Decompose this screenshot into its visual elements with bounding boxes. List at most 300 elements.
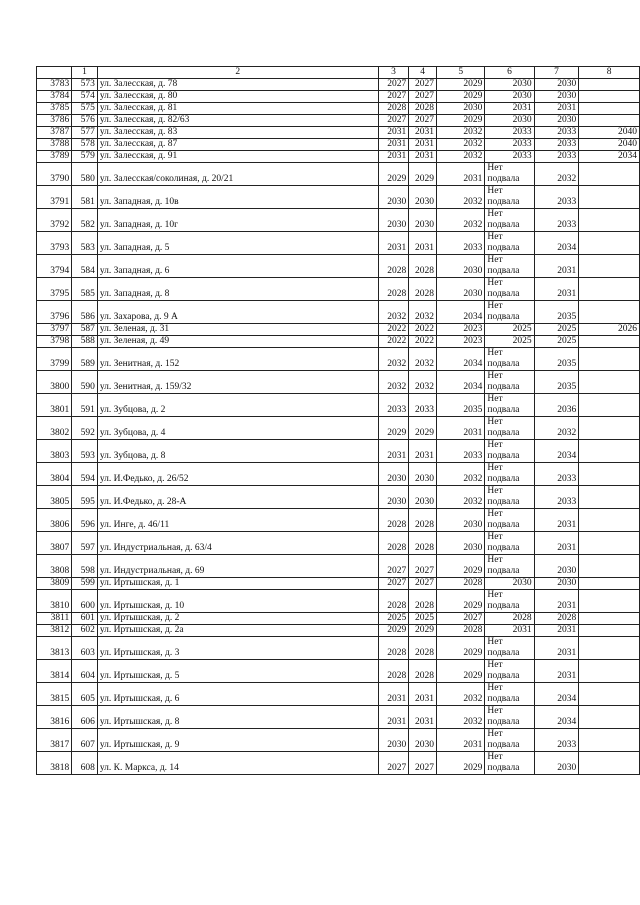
item-index-cell: 595: [72, 486, 98, 509]
col4-cell: 2029: [409, 625, 437, 637]
col4-cell: 2030: [409, 209, 437, 232]
col4-cell: 2027: [409, 555, 437, 578]
col5-cell: 2032: [436, 486, 484, 509]
col5-cell: 2032: [436, 209, 484, 232]
col8-cell: [579, 660, 640, 683]
no-basement-label-line2: подвала: [487, 220, 520, 230]
col8-cell: [579, 637, 640, 660]
col7-cell: 2035: [534, 371, 579, 394]
col6-cell: [485, 209, 534, 232]
table-row: [37, 394, 640, 417]
no-basement-label: Нет: [487, 440, 503, 450]
col5-cell: 2029: [436, 91, 484, 103]
col6-cell: [485, 301, 534, 324]
item-index-cell: 603: [72, 637, 98, 660]
col4-cell: 2031: [409, 139, 437, 151]
address-cell: ул. Залесская, д. 78: [97, 79, 378, 91]
no-basement-label-line2: подвала: [487, 243, 520, 253]
no-basement-label: Нет: [487, 232, 503, 242]
header-cell-2: 2: [97, 67, 378, 79]
item-index-cell: 586: [72, 301, 98, 324]
address-cell: ул. Зубцова, д. 4: [97, 417, 378, 440]
col3-cell: 2031: [378, 706, 409, 729]
no-basement-label-line2: подвала: [487, 543, 520, 553]
item-index-cell: 582: [72, 209, 98, 232]
col8-cell: [579, 683, 640, 706]
row-number-cell: 3812: [37, 625, 72, 637]
col8-cell: [579, 278, 640, 301]
col3-cell: 2028: [378, 532, 409, 555]
col6-cell: 2025: [485, 336, 534, 348]
col7-cell: 2033: [534, 486, 579, 509]
table-row: [37, 706, 640, 729]
item-index-cell: 596: [72, 509, 98, 532]
col6-cell: 2031: [485, 103, 534, 115]
no-basement-label-line2: подвала: [487, 382, 520, 392]
row-number-cell: 3793: [37, 232, 72, 255]
no-basement-label: Нет: [487, 163, 503, 173]
col6-cell: 2030: [485, 91, 534, 103]
col4-cell: 2027: [409, 115, 437, 127]
col5-cell: 2032: [436, 706, 484, 729]
no-basement-label-line2: подвала: [487, 312, 520, 322]
item-index-cell: 591: [72, 394, 98, 417]
col6-cell: 2028: [485, 613, 534, 625]
table-row: [37, 660, 640, 683]
col8-cell: [579, 440, 640, 463]
col6-cell: [485, 278, 534, 301]
col5-cell: 2031: [436, 729, 484, 752]
col3-cell: 2031: [378, 232, 409, 255]
col8-cell: [579, 115, 640, 127]
col3-cell: 2030: [378, 209, 409, 232]
address-cell: ул. Индустриальная, д. 69: [97, 555, 378, 578]
no-basement-label: Нет: [487, 752, 503, 762]
col7-cell: 2033: [534, 127, 579, 139]
item-index-cell: 602: [72, 625, 98, 637]
col4-cell: 2029: [409, 417, 437, 440]
table-row: [37, 463, 640, 486]
header-cell-1: 1: [72, 67, 98, 79]
table-row: [37, 336, 640, 348]
item-index-cell: 597: [72, 532, 98, 555]
col5-cell: 2032: [436, 127, 484, 139]
no-basement-label: Нет: [487, 371, 503, 381]
col8-cell: [579, 163, 640, 186]
no-basement-label-line2: подвала: [487, 266, 520, 276]
col5-cell: 2029: [436, 555, 484, 578]
col8-cell: [579, 79, 640, 91]
row-number-cell: 3810: [37, 590, 72, 613]
item-index-cell: 605: [72, 683, 98, 706]
item-index-cell: 584: [72, 255, 98, 278]
col8-cell: [579, 336, 640, 348]
col4-cell: 2031: [409, 706, 437, 729]
header-cell-4: 4: [409, 67, 437, 79]
address-cell: ул. Зенитная, д. 152: [97, 348, 378, 371]
item-index-cell: 579: [72, 151, 98, 163]
row-number-cell: 3797: [37, 324, 72, 336]
address-cell: ул. Залесская, д. 80: [97, 91, 378, 103]
table-row: [37, 79, 640, 91]
col8-cell: [579, 578, 640, 590]
col6-cell: [485, 394, 534, 417]
address-cell: ул. Залесская, д. 82/63: [97, 115, 378, 127]
no-basement-label-line2: подвала: [487, 359, 520, 369]
no-basement-label: Нет: [487, 660, 503, 670]
col3-cell: 2032: [378, 348, 409, 371]
no-basement-label-line2: подвала: [487, 289, 520, 299]
col5-cell: 2034: [436, 348, 484, 371]
item-index-cell: 581: [72, 186, 98, 209]
no-basement-label-line2: подвала: [487, 174, 520, 184]
col6-cell: 2025: [485, 324, 534, 336]
col6-cell: [485, 163, 534, 186]
col7-cell: 2033: [534, 151, 579, 163]
header-cell-8: 8: [579, 67, 640, 79]
col8-cell: [579, 348, 640, 371]
col6-cell: 2030: [485, 115, 534, 127]
no-basement-label-line2: подвала: [487, 497, 520, 507]
address-cell: ул. Индустриальная, д. 63/4: [97, 532, 378, 555]
col5-cell: 2030: [436, 532, 484, 555]
address-cell: ул. Иртышская, д. 2: [97, 613, 378, 625]
col3-cell: 2027: [378, 752, 409, 775]
col7-cell: 2030: [534, 752, 579, 775]
col5-cell: 2032: [436, 463, 484, 486]
col4-cell: 2031: [409, 151, 437, 163]
table-row: [37, 637, 640, 660]
col8-cell: [579, 417, 640, 440]
table-row: [37, 151, 640, 163]
col3-cell: 2027: [378, 555, 409, 578]
col8-cell: [579, 103, 640, 115]
col7-cell: 2031: [534, 103, 579, 115]
col3-cell: 2029: [378, 625, 409, 637]
item-index-cell: 600: [72, 590, 98, 613]
col3-cell: 2027: [378, 91, 409, 103]
item-index-cell: 607: [72, 729, 98, 752]
col5-cell: 2028: [436, 578, 484, 590]
item-index-cell: 592: [72, 417, 98, 440]
address-cell: ул. Западная, д. 6: [97, 255, 378, 278]
item-index-cell: 574: [72, 91, 98, 103]
table-row: [37, 163, 640, 186]
row-number-cell: 3791: [37, 186, 72, 209]
item-index-cell: 604: [72, 660, 98, 683]
col3-cell: 2031: [378, 139, 409, 151]
no-basement-label: Нет: [487, 209, 503, 219]
address-cell: ул. Иртышская, д. 2а: [97, 625, 378, 637]
col3-cell: 2033: [378, 394, 409, 417]
col6-cell: 2033: [485, 139, 534, 151]
col3-cell: 2031: [378, 151, 409, 163]
col3-cell: 2030: [378, 486, 409, 509]
col3-cell: 2028: [378, 278, 409, 301]
table-row: [37, 186, 640, 209]
no-basement-label: Нет: [487, 683, 503, 693]
col3-cell: 2032: [378, 371, 409, 394]
col5-cell: 2031: [436, 417, 484, 440]
row-number-cell: 3815: [37, 683, 72, 706]
col6-cell: [485, 186, 534, 209]
col7-cell: 2031: [534, 625, 579, 637]
row-number-cell: 3790: [37, 163, 72, 186]
row-number-cell: 3802: [37, 417, 72, 440]
table-row: [37, 103, 640, 115]
col8-cell: [579, 91, 640, 103]
item-index-cell: 577: [72, 127, 98, 139]
col5-cell: 2032: [436, 683, 484, 706]
item-index-cell: 589: [72, 348, 98, 371]
col4-cell: 2027: [409, 79, 437, 91]
row-number-cell: 3807: [37, 532, 72, 555]
col4-cell: 2027: [409, 91, 437, 103]
col4-cell: 2028: [409, 509, 437, 532]
table-row: [37, 371, 640, 394]
address-cell: ул. Западная, д. 10г: [97, 209, 378, 232]
no-basement-label: Нет: [487, 463, 503, 473]
col5-cell: 2032: [436, 186, 484, 209]
row-number-cell: 3796: [37, 301, 72, 324]
col5-cell: 2029: [436, 590, 484, 613]
table-row: [37, 127, 640, 139]
col4-cell: 2028: [409, 532, 437, 555]
table-row: [37, 301, 640, 324]
no-basement-label: Нет: [487, 729, 503, 739]
col3-cell: 2031: [378, 440, 409, 463]
col4-cell: 2033: [409, 394, 437, 417]
col8-cell: [579, 301, 640, 324]
col3-cell: 2027: [378, 79, 409, 91]
col7-cell: 2032: [534, 163, 579, 186]
col8-cell: [579, 394, 640, 417]
col5-cell: 2034: [436, 371, 484, 394]
item-index-cell: 594: [72, 463, 98, 486]
col5-cell: 2027: [436, 613, 484, 625]
col7-cell: 2030: [534, 115, 579, 127]
no-basement-label: Нет: [487, 590, 503, 600]
col6-cell: [485, 660, 534, 683]
table-row: [37, 232, 640, 255]
col4-cell: 2032: [409, 348, 437, 371]
col5-cell: 2030: [436, 255, 484, 278]
col4-cell: 2028: [409, 637, 437, 660]
row-number-cell: 3794: [37, 255, 72, 278]
row-number-cell: 3785: [37, 103, 72, 115]
col8-cell: [579, 186, 640, 209]
col7-cell: 2030: [534, 91, 579, 103]
address-cell: ул. Иртышская, д. 10: [97, 590, 378, 613]
col4-cell: 2030: [409, 463, 437, 486]
col4-cell: 2032: [409, 371, 437, 394]
col4-cell: 2030: [409, 729, 437, 752]
col6-cell: [485, 555, 534, 578]
col5-cell: 2030: [436, 278, 484, 301]
no-basement-label-line2: подвала: [487, 520, 520, 530]
col7-cell: 2031: [534, 278, 579, 301]
col8-cell: [579, 532, 640, 555]
header-cell-6: 6: [485, 67, 534, 79]
col8-cell: [579, 486, 640, 509]
col5-cell: 2029: [436, 637, 484, 660]
row-number-cell: 3814: [37, 660, 72, 683]
address-cell: ул. Залесская, д. 87: [97, 139, 378, 151]
col4-cell: 2028: [409, 103, 437, 115]
col6-cell: [485, 532, 534, 555]
no-basement-label: Нет: [487, 348, 503, 358]
no-basement-label-line2: подвала: [487, 717, 520, 727]
col4-cell: 2032: [409, 301, 437, 324]
no-basement-label: Нет: [487, 278, 503, 288]
col5-cell: 2029: [436, 752, 484, 775]
col7-cell: 2033: [534, 139, 579, 151]
col4-cell: 2022: [409, 336, 437, 348]
col7-cell: 2036: [534, 394, 579, 417]
col5-cell: 2035: [436, 394, 484, 417]
col7-cell: 2034: [534, 440, 579, 463]
no-basement-label-line2: подвала: [487, 428, 520, 438]
col6-cell: [485, 348, 534, 371]
row-number-cell: 3816: [37, 706, 72, 729]
row-number-cell: 3788: [37, 139, 72, 151]
col3-cell: 2028: [378, 590, 409, 613]
col7-cell: 2035: [534, 301, 579, 324]
row-number-cell: 3811: [37, 613, 72, 625]
address-cell: ул. И.Федько, д. 26/52: [97, 463, 378, 486]
col8-cell: [579, 232, 640, 255]
col4-cell: 2028: [409, 255, 437, 278]
col8-cell: [579, 371, 640, 394]
row-number-cell: 3784: [37, 91, 72, 103]
no-basement-label-line2: подвала: [487, 197, 520, 207]
col8-cell: [579, 613, 640, 625]
table-row: [37, 625, 640, 637]
address-cell: ул. Зубцова, д. 8: [97, 440, 378, 463]
col5-cell: 2023: [436, 336, 484, 348]
no-basement-label-line2: подвала: [487, 405, 520, 415]
col6-cell: 2030: [485, 79, 534, 91]
no-basement-label: Нет: [487, 637, 503, 647]
row-number-cell: 3809: [37, 578, 72, 590]
row-number-cell: 3813: [37, 637, 72, 660]
col6-cell: [485, 486, 534, 509]
col6-cell: [485, 752, 534, 775]
row-number-cell: 3800: [37, 371, 72, 394]
address-cell: ул. Зеленая, д. 31: [97, 324, 378, 336]
item-index-cell: 573: [72, 79, 98, 91]
row-number-cell: 3787: [37, 127, 72, 139]
col6-cell: [485, 706, 534, 729]
col7-cell: 2025: [534, 324, 579, 336]
col8-cell: [579, 509, 640, 532]
row-number-cell: 3817: [37, 729, 72, 752]
header-row: [37, 67, 640, 79]
col6-cell: [485, 440, 534, 463]
col8-cell: [579, 209, 640, 232]
col7-cell: 2033: [534, 186, 579, 209]
item-index-cell: 578: [72, 139, 98, 151]
col5-cell: 2030: [436, 509, 484, 532]
col7-cell: 2031: [534, 590, 579, 613]
table-row: [37, 440, 640, 463]
col7-cell: 2031: [534, 660, 579, 683]
col5-cell: 2034: [436, 301, 484, 324]
no-basement-label-line2: подвала: [487, 671, 520, 681]
no-basement-label: Нет: [487, 706, 503, 716]
col5-cell: 2031: [436, 163, 484, 186]
col6-cell: [485, 232, 534, 255]
col7-cell: 2034: [534, 706, 579, 729]
row-number-cell: 3806: [37, 509, 72, 532]
col8-cell: [579, 729, 640, 752]
col7-cell: 2033: [534, 463, 579, 486]
no-basement-label: Нет: [487, 555, 503, 565]
col4-cell: 2031: [409, 232, 437, 255]
no-basement-label: Нет: [487, 255, 503, 265]
col6-cell: [485, 417, 534, 440]
col7-cell: 2034: [534, 683, 579, 706]
col5-cell: 2032: [436, 139, 484, 151]
col4-cell: 2028: [409, 660, 437, 683]
col7-cell: 2030: [534, 555, 579, 578]
address-cell: ул. Зеленая, д. 49: [97, 336, 378, 348]
address-cell: ул. Инге, д. 46/11: [97, 509, 378, 532]
col3-cell: 2030: [378, 463, 409, 486]
col5-cell: 2032: [436, 151, 484, 163]
row-number-cell: 3795: [37, 278, 72, 301]
address-cell: ул. Западная, д. 5: [97, 232, 378, 255]
table-row: [37, 752, 640, 775]
col5-cell: 2033: [436, 232, 484, 255]
col7-cell: 2035: [534, 348, 579, 371]
col8-cell: 2026: [579, 324, 640, 336]
table-row: [37, 613, 640, 625]
col8-cell: [579, 590, 640, 613]
address-cell: ул. Залесская, д. 91: [97, 151, 378, 163]
col7-cell: 2031: [534, 532, 579, 555]
address-cell: ул. Иртышская, д. 5: [97, 660, 378, 683]
item-index-cell: 608: [72, 752, 98, 775]
col8-cell: 2040: [579, 127, 640, 139]
col6-cell: [485, 729, 534, 752]
col8-cell: 2040: [579, 139, 640, 151]
col4-cell: 2027: [409, 752, 437, 775]
col6-cell: [485, 509, 534, 532]
no-basement-label: Нет: [487, 301, 503, 311]
col7-cell: 2033: [534, 729, 579, 752]
address-cell: ул. Залесская, д. 81: [97, 103, 378, 115]
col3-cell: 2022: [378, 324, 409, 336]
no-basement-label-line2: подвала: [487, 601, 520, 611]
col5-cell: 2023: [436, 324, 484, 336]
col8-cell: [579, 752, 640, 775]
col3-cell: 2027: [378, 578, 409, 590]
col8-cell: [579, 255, 640, 278]
col3-cell: 2028: [378, 255, 409, 278]
col7-cell: 2030: [534, 79, 579, 91]
col8-cell: [579, 555, 640, 578]
col3-cell: 2029: [378, 417, 409, 440]
no-basement-label: Нет: [487, 186, 503, 196]
col8-cell: [579, 625, 640, 637]
col7-cell: 2034: [534, 232, 579, 255]
table-row: [37, 255, 640, 278]
col3-cell: 2031: [378, 127, 409, 139]
col4-cell: 2025: [409, 613, 437, 625]
col7-cell: 2031: [534, 509, 579, 532]
table-row: [37, 486, 640, 509]
